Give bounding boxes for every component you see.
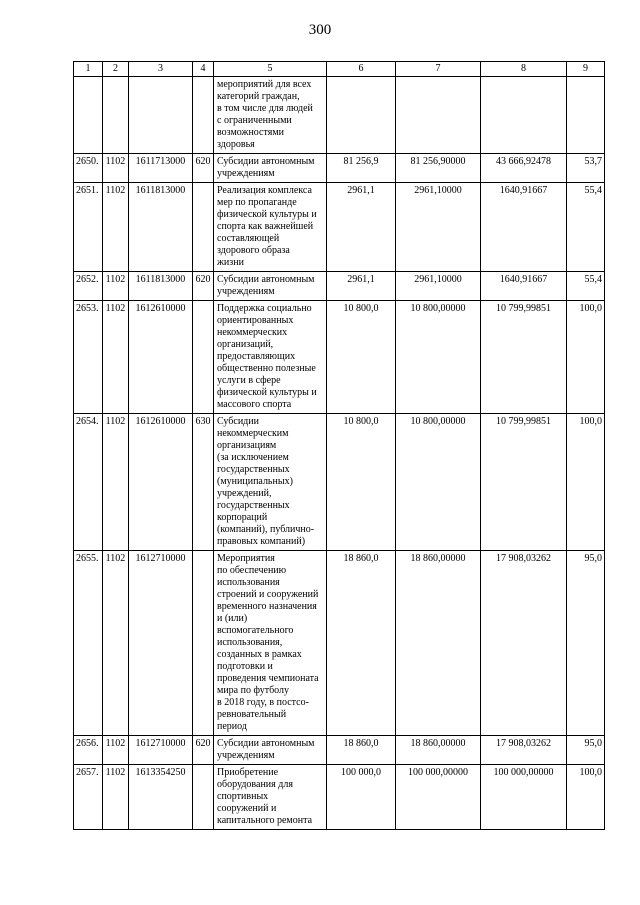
target-article-cell: 1612610000 <box>129 301 193 414</box>
name-line: вспомогательного <box>217 625 294 636</box>
expense-type-cell <box>193 765 214 830</box>
name-line: организаций, <box>217 339 274 350</box>
name-line: физической культуры и <box>217 387 317 398</box>
column-header: 6 <box>327 62 396 77</box>
expense-type-cell: 620 <box>193 154 214 183</box>
name-line: возможностями <box>217 127 285 138</box>
name-line: спортивных <box>217 791 269 802</box>
target-article-cell <box>129 77 193 154</box>
name-line: (компаний), публично- <box>217 524 315 535</box>
name-line: Субсидии автономным <box>217 738 315 749</box>
table-row <box>74 154 605 183</box>
value-col6-cell: 100 000,0 <box>327 765 396 830</box>
section-code-cell: 1102 <box>103 183 129 272</box>
name-line: некоммерческих <box>217 327 288 338</box>
name-cell <box>214 272 327 301</box>
page-number: 300 <box>308 22 332 38</box>
name-line: здоровья <box>217 139 255 150</box>
value-col7-cell: 18 860,00000 <box>396 551 481 736</box>
row-number-cell: 2655. <box>74 551 103 736</box>
name-line: ориентированных <box>217 315 294 326</box>
name-line: правовых компаний) <box>217 536 306 547</box>
name-line: учреждений, <box>217 488 272 499</box>
name-line: государственных <box>217 464 290 475</box>
value-col7-cell: 2961,10000 <box>396 272 481 301</box>
expense-type-cell <box>193 77 214 154</box>
row-number-cell: 2651. <box>74 183 103 272</box>
value-col6-cell <box>327 77 396 154</box>
section-code-cell: 1102 <box>103 301 129 414</box>
name-line: Реализация комплекса <box>217 185 312 196</box>
name-line: созданных в рамках <box>217 649 302 660</box>
value-col8-cell: 17 908,03262 <box>481 736 567 765</box>
row-number-cell: 2654. <box>74 414 103 551</box>
name-line: составляющей <box>217 233 280 244</box>
table-row <box>74 765 605 830</box>
percent-cell <box>567 77 605 154</box>
name-line: Субсидии автономным <box>217 274 315 285</box>
row-number-cell: 2653. <box>74 301 103 414</box>
percent-cell: 100,0 <box>567 414 605 551</box>
value-col6-cell: 10 800,0 <box>327 301 396 414</box>
name-line: в том числе для людей <box>217 103 313 114</box>
percent-cell: 95,0 <box>567 736 605 765</box>
name-line: массового спорта <box>217 399 292 410</box>
header-row <box>74 62 605 77</box>
name-line: Приобретение <box>217 767 279 778</box>
budget-table <box>73 61 605 830</box>
name-line: Субсидии <box>217 416 259 427</box>
value-col7-cell: 2961,10000 <box>396 183 481 272</box>
value-col6-cell: 2961,1 <box>327 272 396 301</box>
section-code-cell <box>103 77 129 154</box>
table-row <box>74 77 605 154</box>
name-line: (муниципальных) <box>217 476 293 487</box>
column-header: 3 <box>129 62 193 77</box>
name-line: категорий граждан, <box>217 91 300 102</box>
name-cell <box>214 765 327 830</box>
value-col7-cell: 100 000,00000 <box>396 765 481 830</box>
name-line: корпораций <box>217 512 268 523</box>
target-article-cell: 1611813000 <box>129 272 193 301</box>
value-col6-cell: 81 256,9 <box>327 154 396 183</box>
target-article-cell: 1612610000 <box>129 414 193 551</box>
table-row <box>74 551 605 736</box>
name-line: Поддержка социально <box>217 303 312 314</box>
column-header: 8 <box>481 62 567 77</box>
value-col7-cell: 10 800,00000 <box>396 301 481 414</box>
row-number-cell <box>74 77 103 154</box>
value-col8-cell: 43 666,92478 <box>481 154 567 183</box>
section-code-cell: 1102 <box>103 272 129 301</box>
column-header: 9 <box>567 62 605 77</box>
value-col7-cell: 81 256,90000 <box>396 154 481 183</box>
name-line: временного назначения <box>217 601 317 612</box>
name-line: общественно полезные <box>217 363 316 374</box>
row-number-cell: 2650. <box>74 154 103 183</box>
name-line: учреждениям <box>217 168 275 179</box>
name-line: (за исключением <box>217 452 289 463</box>
value-col7-cell: 18 860,00000 <box>396 736 481 765</box>
column-header: 1 <box>74 62 103 77</box>
name-line: некоммерческим <box>217 428 289 439</box>
expense-type-cell <box>193 301 214 414</box>
name-line: период <box>217 721 247 732</box>
name-line: мероприятий для всех <box>217 79 312 90</box>
value-col8-cell: 100 000,00000 <box>481 765 567 830</box>
value-col8-cell <box>481 77 567 154</box>
target-article-cell: 1613354250 <box>129 765 193 830</box>
value-col7-cell: 10 800,00000 <box>396 414 481 551</box>
name-line: здорового образа <box>217 245 290 256</box>
value-col8-cell: 1640,91667 <box>481 272 567 301</box>
value-col6-cell: 18 860,0 <box>327 551 396 736</box>
value-col8-cell: 1640,91667 <box>481 183 567 272</box>
name-line: учреждениям <box>217 750 275 761</box>
column-header: 5 <box>214 62 327 77</box>
percent-cell: 100,0 <box>567 765 605 830</box>
value-col6-cell: 10 800,0 <box>327 414 396 551</box>
table-row <box>74 414 605 551</box>
section-code-cell: 1102 <box>103 414 129 551</box>
name-line: Субсидии автономным <box>217 156 315 167</box>
name-line: использования <box>217 577 280 588</box>
name-line: подготовки и <box>217 661 273 672</box>
percent-cell: 55,4 <box>567 272 605 301</box>
name-line: государственных <box>217 500 290 511</box>
section-code-cell: 1102 <box>103 765 129 830</box>
name-cell <box>214 183 327 272</box>
section-code-cell: 1102 <box>103 154 129 183</box>
name-cell <box>214 736 327 765</box>
name-line: организациям <box>217 440 277 451</box>
name-cell <box>214 154 327 183</box>
name-line: сооружений и <box>217 803 277 814</box>
row-number-cell: 2656. <box>74 736 103 765</box>
name-line: физической культуры и <box>217 209 317 220</box>
name-line: оборудования для <box>217 779 293 790</box>
name-line: строений и сооружений <box>217 589 319 600</box>
value-col8-cell: 10 799,99851 <box>481 414 567 551</box>
name-line: учреждениям <box>217 286 275 297</box>
name-cell <box>214 414 327 551</box>
name-line: предоставляющих <box>217 351 296 362</box>
name-line: мер по пропаганде <box>217 197 297 208</box>
name-cell <box>214 301 327 414</box>
target-article-cell: 1612710000 <box>129 551 193 736</box>
name-line: капитального ремонта <box>217 815 313 826</box>
name-line: и (или) <box>217 613 248 624</box>
target-article-cell: 1612710000 <box>129 736 193 765</box>
percent-cell: 95,0 <box>567 551 605 736</box>
name-line: услуги в сфере <box>217 375 281 386</box>
expense-type-cell: 620 <box>193 272 214 301</box>
name-line: по обеспечению <box>217 565 287 576</box>
row-number-cell: 2657. <box>74 765 103 830</box>
percent-cell: 53,7 <box>567 154 605 183</box>
section-code-cell: 1102 <box>103 551 129 736</box>
name-line: жизни <box>217 257 244 268</box>
name-line: ревновательный <box>217 709 287 720</box>
column-header: 7 <box>396 62 481 77</box>
expense-type-cell <box>193 183 214 272</box>
column-header: 2 <box>103 62 129 77</box>
value-col7-cell <box>396 77 481 154</box>
percent-cell: 55,4 <box>567 183 605 272</box>
name-line: Мероприятия <box>217 553 275 564</box>
expense-type-cell: 630 <box>193 414 214 551</box>
target-article-cell: 1611713000 <box>129 154 193 183</box>
name-line: спорта как важнейшей <box>217 221 314 232</box>
name-line: мира по футболу <box>217 685 290 696</box>
value-col8-cell: 17 908,03262 <box>481 551 567 736</box>
percent-cell: 100,0 <box>567 301 605 414</box>
name-cell <box>214 551 327 736</box>
name-cell <box>214 77 327 154</box>
expense-type-cell <box>193 551 214 736</box>
table-row <box>74 272 605 301</box>
table-row <box>74 736 605 765</box>
expense-type-cell: 620 <box>193 736 214 765</box>
name-line: использования, <box>217 637 283 648</box>
row-number-cell: 2652. <box>74 272 103 301</box>
table-row <box>74 301 605 414</box>
section-code-cell: 1102 <box>103 736 129 765</box>
name-line: проведения чемпионата <box>217 673 319 684</box>
value-col6-cell: 2961,1 <box>327 183 396 272</box>
target-article-cell: 1611813000 <box>129 183 193 272</box>
value-col6-cell: 18 860,0 <box>327 736 396 765</box>
name-line: в 2018 году, в постсо- <box>217 697 309 708</box>
table-row <box>74 183 605 272</box>
value-col8-cell: 10 799,99851 <box>481 301 567 414</box>
name-line: с ограниченными <box>217 115 292 126</box>
column-header: 4 <box>193 62 214 77</box>
